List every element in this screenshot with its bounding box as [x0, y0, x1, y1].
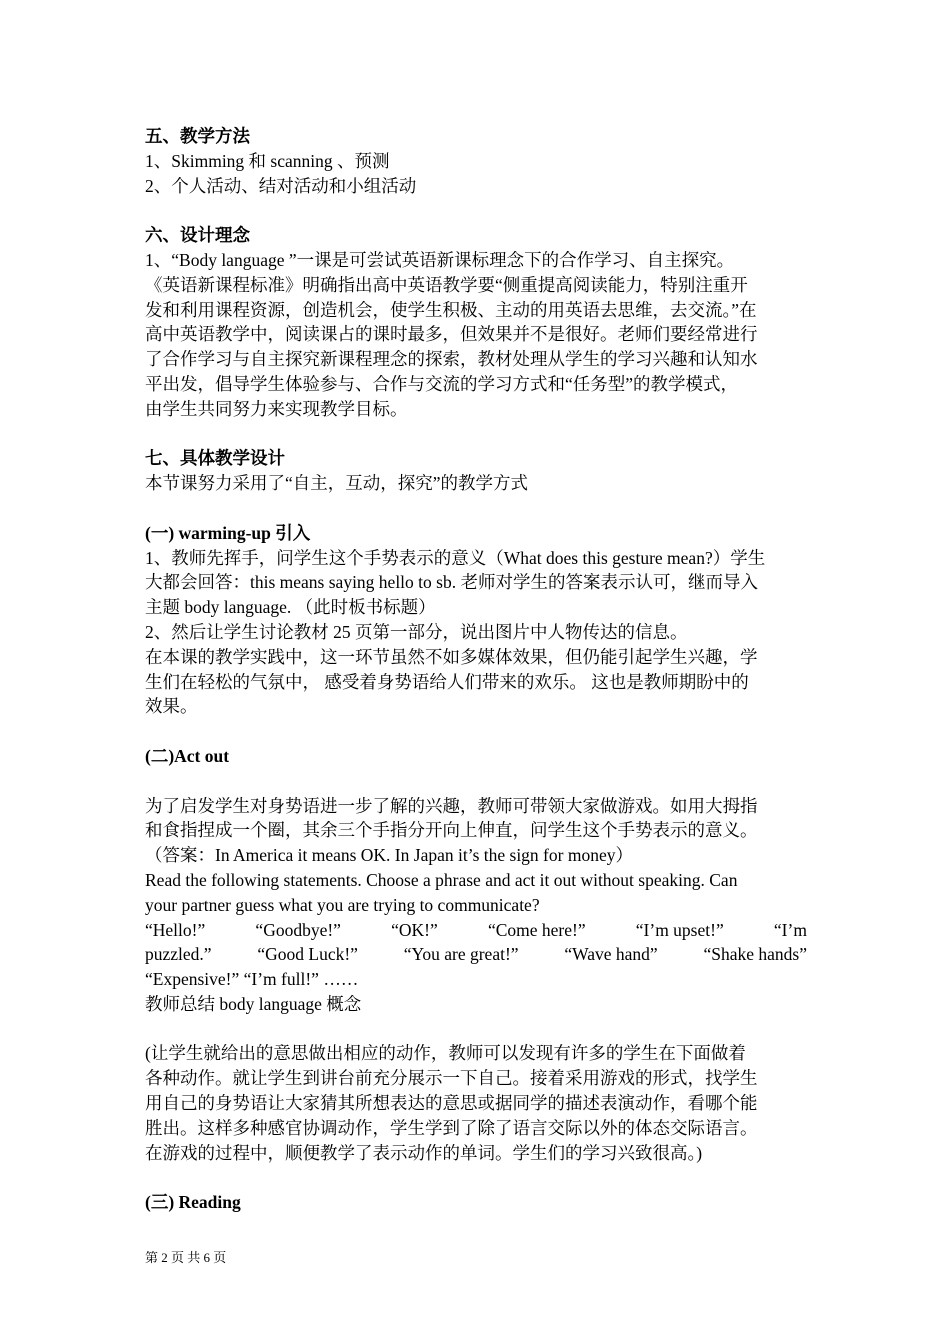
phrase: “Goodbye!”: [255, 919, 341, 940]
paragraph-line: 由学生共同努力来实现教学目标。: [145, 398, 408, 419]
phrase: puzzled.”: [145, 944, 212, 965]
paragraph-line: 大都会回答：this means saying hello to sb. 老师对学生的答案表示认可，继而导入: [145, 572, 758, 593]
paragraph-line: 主题 body language. （此时板书标题）: [145, 597, 436, 618]
section-7-heading: 七、具体教学设计: [145, 448, 285, 469]
phrase: “I’m: [773, 919, 807, 940]
paragraph-line: 平出发，倡导学生体验参与、合作与交流的学习方式和“任务型”的教学模式，: [145, 373, 739, 394]
paragraph-line: 用自己的身势语让大家猜其所想表达的意思或据同学的描述表演动作，看哪个能: [145, 1093, 758, 1114]
paragraph-line: 2、然后让学生讨论教材 25 页第一部分，说出图片中人物传达的信息。: [145, 621, 688, 642]
paragraph-line: 发和利用课程资源，创造机会，使学生积极、主动的用英语去思维，去交流。”在: [145, 299, 757, 320]
paragraph-line: 在游戏的过程中，顺便教学了表示动作的单词。学生们的学习兴致很高。): [145, 1142, 703, 1163]
phrase: “OK!”: [391, 919, 438, 940]
phrase: “Hello!”: [145, 919, 206, 940]
spacer: [145, 719, 807, 744]
section-5-heading: 五、教学方法: [145, 126, 250, 146]
method-item-1: 1、Skimming 和 scanning 、预测: [145, 150, 390, 171]
paragraph-line: 胜出。这样多种感官协调动作，学生学到了除了语言交际以外的体态交际语言。: [145, 1117, 758, 1138]
paragraph-line: （答案：In America it means OK. In Japan it’s the sign for money）: [145, 845, 633, 866]
subsection-3-heading: (三) Reading: [145, 1192, 241, 1213]
spacer: [145, 198, 807, 223]
phrase: “You are great!”: [403, 944, 519, 965]
subsection-2-heading: (二)Act out: [145, 745, 230, 766]
spacer: [145, 1017, 807, 1042]
paragraph-line: Read the following statements. Choose a phrase and act it out without speaking. Can: [145, 869, 738, 890]
spacer: [145, 496, 807, 521]
paragraph-line: your partner guess what you are trying to communicate?: [145, 894, 540, 915]
paragraph-line: 1、“Body language ”一课是可尝试英语新课标理念下的合作学习、自主探究。: [145, 249, 735, 270]
section-6-heading: 六、设计理念: [145, 225, 250, 246]
paragraph-line: 效果。: [145, 696, 198, 717]
spacer: [145, 769, 807, 794]
phrase: “I’m upset!”: [635, 919, 724, 940]
paragraph-line: 生们在轻松的气氛中， 感受着身势语给人们带来的欢乐。 这也是教师期盼中的: [145, 671, 749, 692]
paragraph-line: 在本课的教学实践中，这一环节虽然不如多媒体效果，但仍能引起学生兴趣，学: [145, 646, 758, 667]
phrase: “Good Luck!”: [257, 944, 358, 965]
method-item-2: 2、个人活动、结对活动和小组活动: [145, 175, 417, 196]
paragraph-line: 为了启发学生对身势语进一步了解的兴趣，教师可带领大家做游戏。如用大拇指: [145, 795, 758, 816]
paragraph-line: 1、教师先挥手，问学生这个手势表示的意义（What does this gesture mean?）学生: [145, 547, 766, 568]
section-7-intro: 本节课努力采用了“自主，互动，探究”的教学方式: [145, 473, 529, 494]
phrase: “Shake hands”: [703, 944, 807, 965]
spacer: [145, 422, 807, 447]
paragraph-line: 高中英语教学中，阅读课占的课时最多，但效果并不是很好。老师们要经常进行: [145, 324, 758, 345]
phrase: “Wave hand”: [564, 944, 658, 965]
phrase-row: [145, 918, 807, 943]
paragraph-line: 了合作学习与自主探究新课程理念的探索，教材处理从学生的学习兴趣和认知水: [145, 349, 758, 370]
spacer: [145, 1165, 807, 1190]
paragraph-line: 各种动作。就让学生到讲台前充分展示一下自己。接着采用游戏的形式，找学生: [145, 1068, 758, 1089]
subsection-1-heading: (一) warming-up 引入: [145, 522, 311, 543]
summary-line: 教师总结 body language 概念: [145, 993, 362, 1014]
phrase: “Come here!”: [487, 919, 586, 940]
phrase-row: [145, 942, 807, 967]
paragraph-line: (让学生就给出的意思做出相应的动作，教师可以发现有许多的学生在下面做着: [145, 1043, 746, 1064]
phrase-row: “Expensive!” “I’m full!” ……: [145, 969, 359, 990]
document-page: [145, 124, 807, 1215]
paragraph-line: 和食指捏成一个圈，其余三个手指分开向上伸直，问学生这个手势表示的意义。: [145, 820, 758, 841]
page-footer: 第 2 页 共 6 页: [145, 1250, 227, 1265]
paragraph-line: 《英语新课程标准》明确指出高中英语教学要“侧重提高阅读能力，特别注重开: [145, 274, 748, 295]
